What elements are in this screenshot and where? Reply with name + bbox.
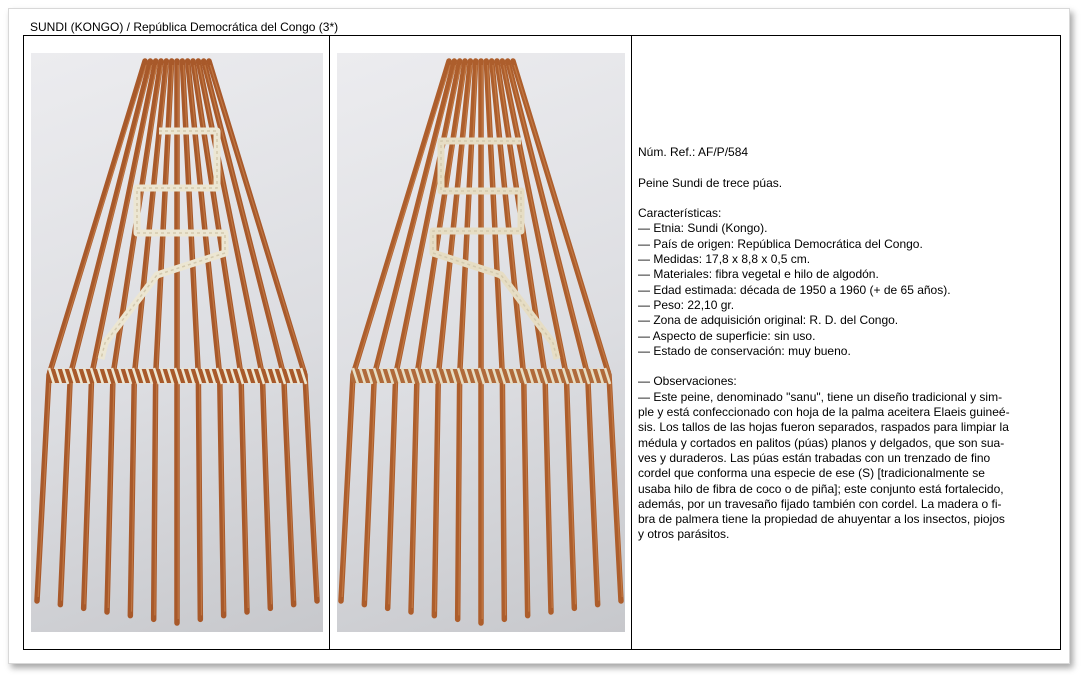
- observation-line: bra de palmera tiene la propiedad de ahuyentar a los insectos, piojos: [638, 512, 1005, 527]
- observation-line: además, por un travesaño fijado también con cordel. La madera o fi-: [638, 496, 1002, 511]
- comb-illustration: [31, 53, 323, 632]
- feature-item: — Etnia: Sundi (Kongo).: [638, 221, 768, 236]
- observation-line: cordel que conforma una especie de ese (S) [tradicionalmente se: [638, 466, 985, 481]
- comb-tines: [37, 61, 318, 623]
- observation-line: — Este peine, denominado "sanu", tiene un diseño tradicional y sim-: [638, 389, 1003, 404]
- features-heading: Características:: [638, 206, 722, 221]
- description-block: [638, 145, 1050, 543]
- summary: Peine Sundi de trece púas.: [638, 175, 783, 190]
- observation-line: médula y cortados en palitos (púas) planos y delgados, que son sua-: [638, 435, 1005, 450]
- observations-heading: — Observaciones:: [638, 374, 737, 389]
- observation-line: y otros parásitos.: [638, 527, 730, 542]
- feature-item: — Materiales: fibra vegetal e hilo de algodón.: [638, 267, 879, 282]
- feature-item: — Edad estimada: década de 1950 a 1960 (+ de 65 años).: [638, 282, 951, 297]
- comb-tines: [341, 61, 622, 623]
- comb-photo-back: [337, 53, 625, 632]
- comb-photo-front: [31, 53, 323, 632]
- observation-line: ple y está confeccionado con hoja de la palma aceitera Elaeis guineé-: [638, 405, 1010, 420]
- comb-tine-highlight: [509, 65, 599, 601]
- reference-number: Núm. Ref.: AF/P/584: [638, 145, 749, 159]
- feature-item: — Zona de adquisición original: R. D. del Congo.: [638, 313, 899, 328]
- feature-item: — Medidas: 17,8 x 8,8 x 0,5 cm.: [638, 252, 811, 267]
- feature-item: — Peso: 22,10 gr.: [638, 297, 735, 312]
- feature-item: — Aspecto de superficie: sin uso.: [638, 328, 816, 343]
- observation-line: ves y duraderos. Las púas están trabadas con un trenzado de fino: [638, 450, 991, 465]
- comb-illustration: [337, 53, 625, 632]
- observation-line: usaba hilo de fibra de coco o de piña]; este conjunto está fortalecido,: [638, 481, 1004, 496]
- feature-item: — Estado de conservación: muy bueno.: [638, 343, 851, 358]
- observation-line: sis. Los tallos de las hojas fueron separados, raspados para limpiar la: [638, 420, 1009, 435]
- feature-item: — País de origen: República Democrática del Congo.: [638, 236, 923, 251]
- page-title: SUNDI (KONGO) / República Democrática del Congo (3*): [30, 20, 339, 34]
